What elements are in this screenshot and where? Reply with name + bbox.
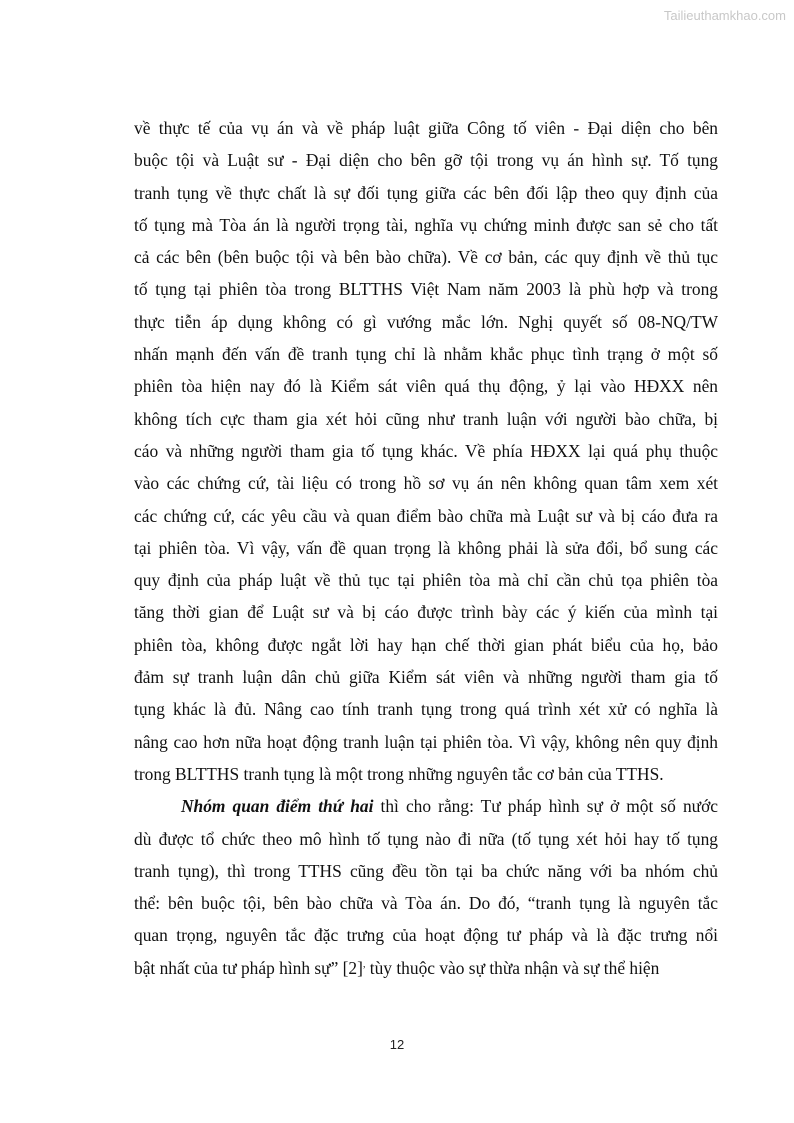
text-line: cả các bên (bên buộc tội và bên bào chữa). Về cơ bản, các quy định về thủ tục	[134, 247, 718, 268]
text-line: dù được tổ chức theo mô hình tố tụng nào đi nữa (tố tụng xét hỏi hay tố tụng	[134, 828, 718, 849]
text-line: không tích cực tham gia xét hỏi cũng như tranh luận với người bào chữa, bị	[134, 408, 718, 429]
paragraph-2-last-line	[134, 952, 718, 984]
text-line: tại phiên tòa. Vì vậy, vấn đề quan trọng là không phải là sửa đổi, bổ sung các	[134, 537, 718, 558]
text-line: đảm sự tranh luận dân chủ giữa Kiểm sát viên và những người tham gia tố	[134, 667, 718, 688]
text-line: vào các chứng cứ, tài liệu có trong hồ sơ vụ án nên không quan tâm xem xét	[134, 473, 718, 494]
paragraph-1	[134, 112, 718, 790]
last-after: tùy thuộc vào sự thừa nhận và sự thể hiện	[365, 957, 660, 978]
text-line: trong BLTTHS tranh tụng là một trong những nguyên tắc cơ bản của TTHS.	[134, 763, 664, 784]
bold-lead: Nhóm quan điểm thứ hai	[181, 796, 374, 817]
text-line: thực tiễn áp dụng không có gì vướng mắc lớn. Nghị quyết số 08-NQ/TW	[134, 311, 718, 332]
text-line: thể: bên buộc tội, bên bào chữa và Tòa án. Do đó, “tranh tụng là nguyên tắc	[134, 893, 718, 914]
paragraph-2-lead-line	[134, 790, 718, 822]
page-body	[134, 112, 718, 984]
text-line: tụng khác là đủ. Nâng cao tính tranh tụng trong quá trình xét xử có nghĩa là	[134, 699, 718, 720]
text-line: buộc tội và Luật sư - Đại diện cho bên gỡ tội trong vụ án hình sự. Tố tụng	[134, 150, 718, 171]
paragraph-2	[134, 790, 718, 984]
text-line: quan trọng, nguyên tắc đặc trưng của hoạt động tư pháp và là đặc trưng nổi	[134, 925, 718, 946]
text-line: về thực tế của vụ án và về pháp luật giữa Công tố viên - Đại diện cho bên	[134, 118, 718, 138]
text-line: nâng cao hơn nữa hoạt động tranh luận tại phiên tòa. Vì vậy, không nên quy định	[134, 731, 718, 752]
text-line: quy định của pháp luật về thủ tục tại phiên tòa mà chỉ cần chủ tọa phiên tòa	[134, 570, 718, 591]
text-line: phiên tòa, không được ngắt lời hay hạn chế thời gian phát biểu của họ, bảo	[134, 634, 718, 655]
text-line: nhấn mạnh đến vấn đề tranh tụng chỉ là nhằm khắc phục tình trạng ở một số	[134, 344, 718, 365]
text-line: tố tụng mà Tòa án là người trọng tài, nghĩa vụ chứng minh được san sẻ cho tất	[134, 214, 718, 235]
text-line: tố tụng tại phiên tòa trong BLTTHS Việt Nam năm 2003 là phù hợp và trong	[134, 279, 718, 300]
text-line: tăng thời gian để Luật sư và bị cáo được trình bày các ý kiến của mình tại	[134, 602, 718, 623]
text-line: tranh tụng), thì trong TTHS cũng đều tồn tại ba chức năng với ba nhóm chủ	[134, 860, 718, 881]
lead-rest: thì cho rằng: Tư pháp hình sự ở một số nước	[373, 796, 718, 817]
text-line: phiên tòa hiện nay đó là Kiểm sát viên quá thụ động, ỷ lại vào HĐXX nên	[134, 376, 718, 397]
footnote-sup: ,	[362, 958, 366, 970]
last-before: bật nhất của tư pháp hình sự” [2]	[134, 957, 363, 978]
page-number: 12	[389, 1037, 405, 1052]
text-line: các chứng cứ, các yêu cầu và quan điểm bào chữa mà Luật sư và bị cáo đưa ra	[134, 505, 718, 526]
text-line: cáo và những người tham gia tố tụng khác. Về phía HĐXX lại quá phụ thuộc	[134, 440, 718, 461]
text-line: tranh tụng về thực chất là sự đối tụng giữa các bên đối lập theo quy định của	[134, 182, 718, 203]
watermark: Tailieuthamkhao.com	[663, 8, 786, 23]
